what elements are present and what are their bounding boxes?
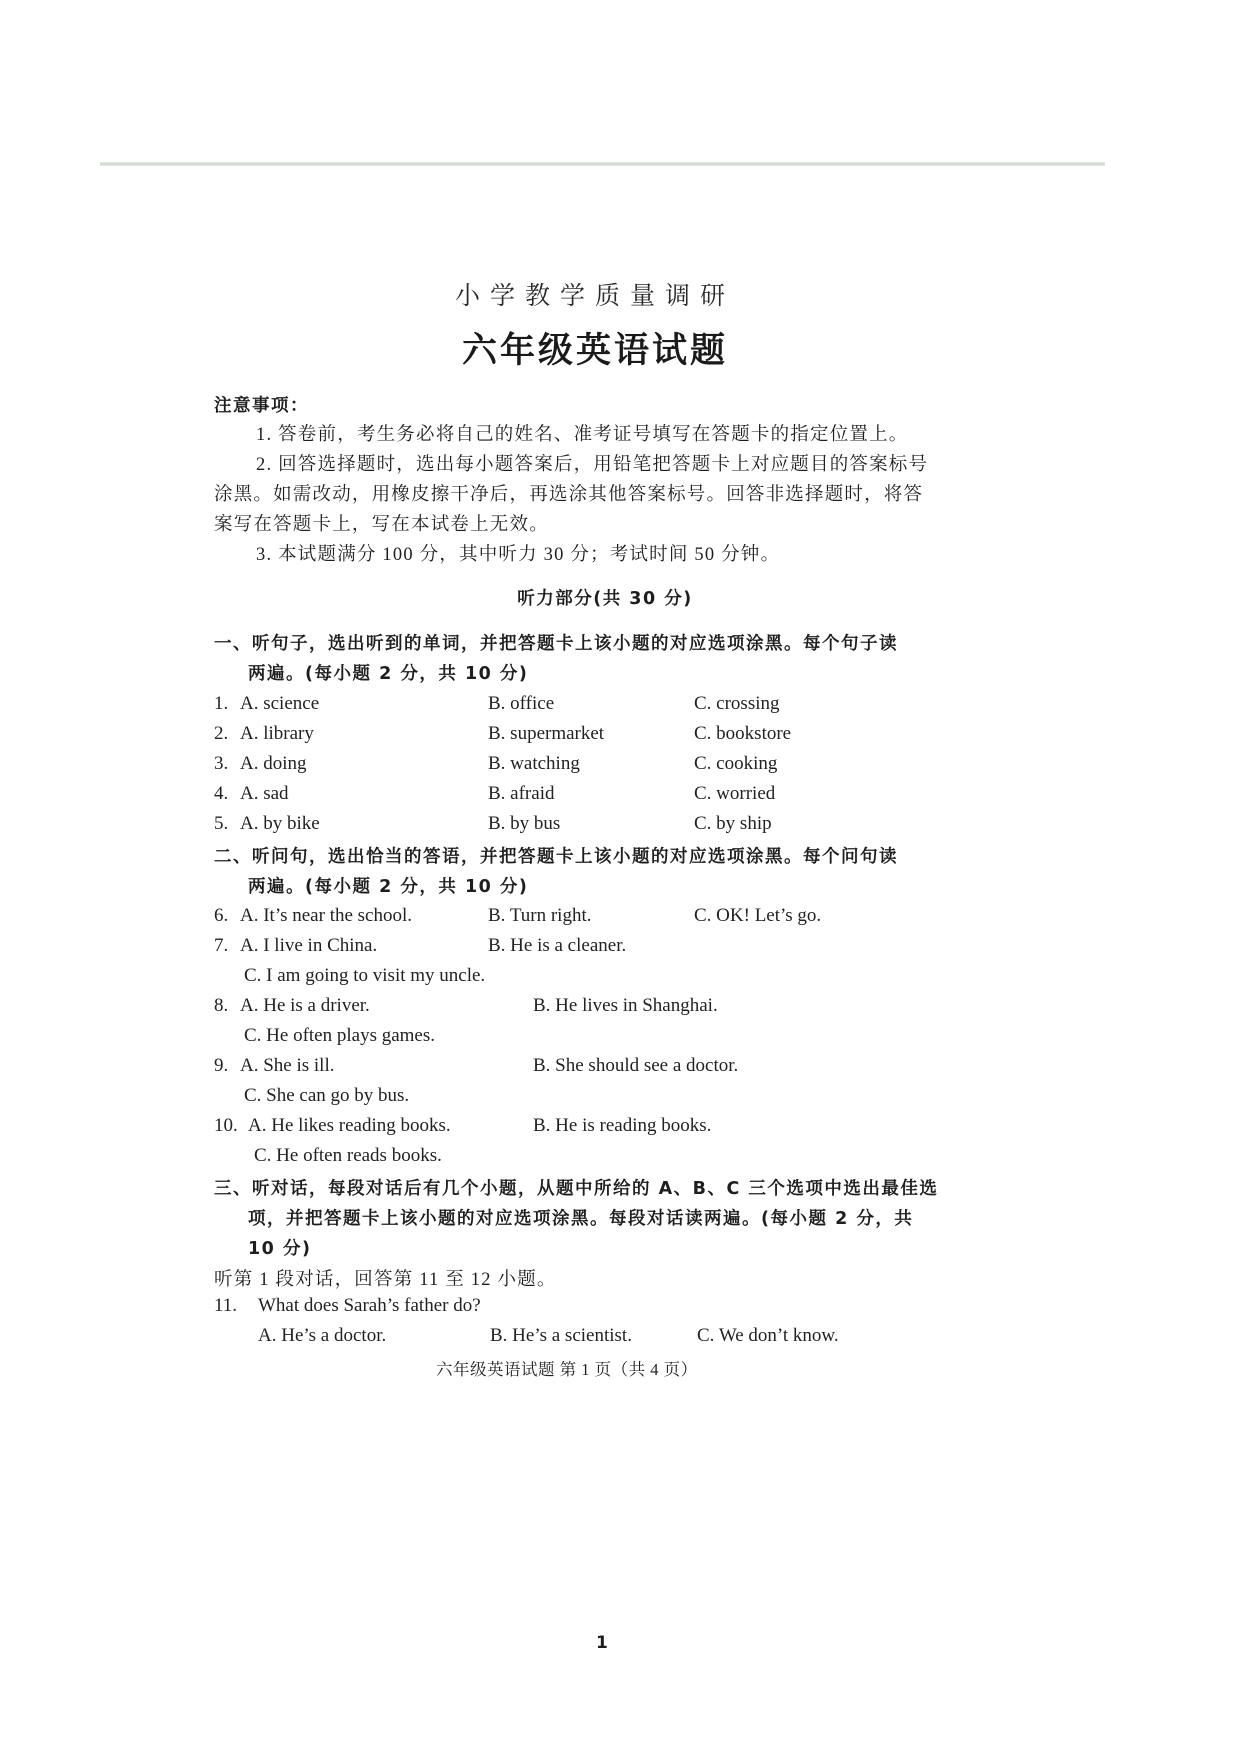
option-b: B. Turn right. bbox=[488, 905, 592, 926]
option-c: C. bookstore bbox=[694, 723, 792, 744]
question-number: 2. bbox=[214, 723, 229, 744]
question-number: 8. bbox=[214, 995, 229, 1016]
option-c: C. He often plays games. bbox=[244, 1025, 436, 1046]
notice-item-3: 3. 本试题满分 100 分，其中听力 30 分；考试时间 50 分钟。 bbox=[256, 545, 781, 565]
option-b: B. He lives in Shanghai. bbox=[533, 995, 718, 1016]
option-c: C. He often reads books. bbox=[254, 1145, 442, 1166]
option-b: B. He’s a scientist. bbox=[490, 1325, 632, 1346]
option-b: B. supermarket bbox=[488, 723, 605, 744]
section3-instruction: 三、听对话，每段对话后有几个小题，从题中所给的 A、B、C 三个选项中选出最佳选 bbox=[214, 1179, 939, 1199]
page-number: 1 bbox=[596, 1633, 608, 1653]
question-number: 6. bbox=[214, 905, 229, 926]
question-number: 4. bbox=[214, 783, 229, 804]
option-a: A. I live in China. bbox=[240, 935, 378, 956]
section3-instruction-cont: 项，并把答题卡上该小题的对应选项涂黑。每段对话读两遍。(每小题 2 分，共 bbox=[248, 1209, 914, 1229]
option-a: A. It’s near the school. bbox=[240, 905, 413, 926]
question-number: 10. bbox=[214, 1115, 238, 1136]
notice-item-1: 1. 答卷前，考生务必将自己的姓名、准考证号填写在答题卡的指定位置上。 bbox=[256, 425, 909, 445]
option-b: B. afraid bbox=[488, 783, 555, 804]
notice-item-2: 2. 回答选择题时，选出每小题答案后，用铅笔把答题卡上对应题目的答案标号 bbox=[256, 455, 929, 475]
question-number: 5. bbox=[214, 813, 229, 834]
notice-heading: 注意事项： bbox=[214, 396, 309, 416]
exam-subtitle: 小学教学质量调研 bbox=[454, 283, 735, 310]
option-a: A. library bbox=[240, 723, 314, 744]
dialogue-intro: 听第 1 段对话，回答第 11 至 12 小题。 bbox=[214, 1270, 557, 1290]
notice-item-2-cont2: 案写在答题卡上，写在本试卷上无效。 bbox=[214, 515, 549, 535]
option-c: C. I am going to visit my uncle. bbox=[244, 965, 486, 986]
page-footer-caption: 六年级英语试题 第 1 页（共 4 页） bbox=[436, 1360, 698, 1379]
option-a: A. by bike bbox=[240, 813, 320, 834]
option-c: C. by ship bbox=[694, 813, 772, 834]
option-a: A. sad bbox=[240, 783, 289, 804]
option-a: A. She is ill. bbox=[240, 1055, 335, 1076]
option-b: B. He is a cleaner. bbox=[488, 935, 627, 956]
question-number: 9. bbox=[214, 1055, 229, 1076]
question-number: 3. bbox=[214, 753, 229, 774]
option-a: A. He likes reading books. bbox=[248, 1115, 451, 1136]
exam-title: 六年级英语试题 bbox=[461, 331, 728, 371]
option-c: C. We don’t know. bbox=[697, 1325, 839, 1346]
option-c: C. She can go by bus. bbox=[244, 1085, 410, 1106]
option-a: A. doing bbox=[240, 753, 307, 774]
option-c: C. worried bbox=[694, 783, 776, 804]
notice-item-2-cont: 涂黑。如需改动，用橡皮擦干净后，再选涂其他答案标号。回答非选择题时，将答 bbox=[214, 485, 924, 505]
section2-instruction-cont: 两遍。(每小题 2 分，共 10 分) bbox=[248, 877, 529, 897]
option-c: C. OK! Let’s go. bbox=[694, 905, 822, 926]
option-a: A. science bbox=[240, 693, 320, 714]
option-b: B. She should see a doctor. bbox=[533, 1055, 739, 1076]
option-b: B. by bus bbox=[488, 813, 561, 834]
option-b: B. He is reading books. bbox=[533, 1115, 712, 1136]
question-text: What does Sarah’s father do? bbox=[258, 1295, 481, 1316]
option-a: A. He is a driver. bbox=[240, 995, 370, 1016]
header-rule bbox=[100, 162, 1105, 166]
listening-heading: 听力部分(共 30 分) bbox=[517, 589, 693, 609]
section3-instruction-cont2: 10 分) bbox=[248, 1239, 312, 1259]
section1-instruction: 一、听句子，选出听到的单词，并把答题卡上该小题的对应选项涂黑。每个句子读 bbox=[214, 634, 898, 654]
question-number: 1. bbox=[214, 693, 229, 714]
option-a: A. He’s a doctor. bbox=[258, 1325, 387, 1346]
section2-instruction: 二、听问句，选出恰当的答语，并把答题卡上该小题的对应选项涂黑。每个问句读 bbox=[214, 847, 898, 867]
section1-instruction-cont: 两遍。(每小题 2 分，共 10 分) bbox=[248, 664, 529, 684]
question-number: 11. bbox=[214, 1295, 238, 1316]
question-number: 7. bbox=[214, 935, 229, 956]
option-b: B. office bbox=[488, 693, 555, 714]
option-c: C. crossing bbox=[694, 693, 780, 714]
option-b: B. watching bbox=[488, 753, 580, 774]
option-c: C. cooking bbox=[694, 753, 778, 774]
